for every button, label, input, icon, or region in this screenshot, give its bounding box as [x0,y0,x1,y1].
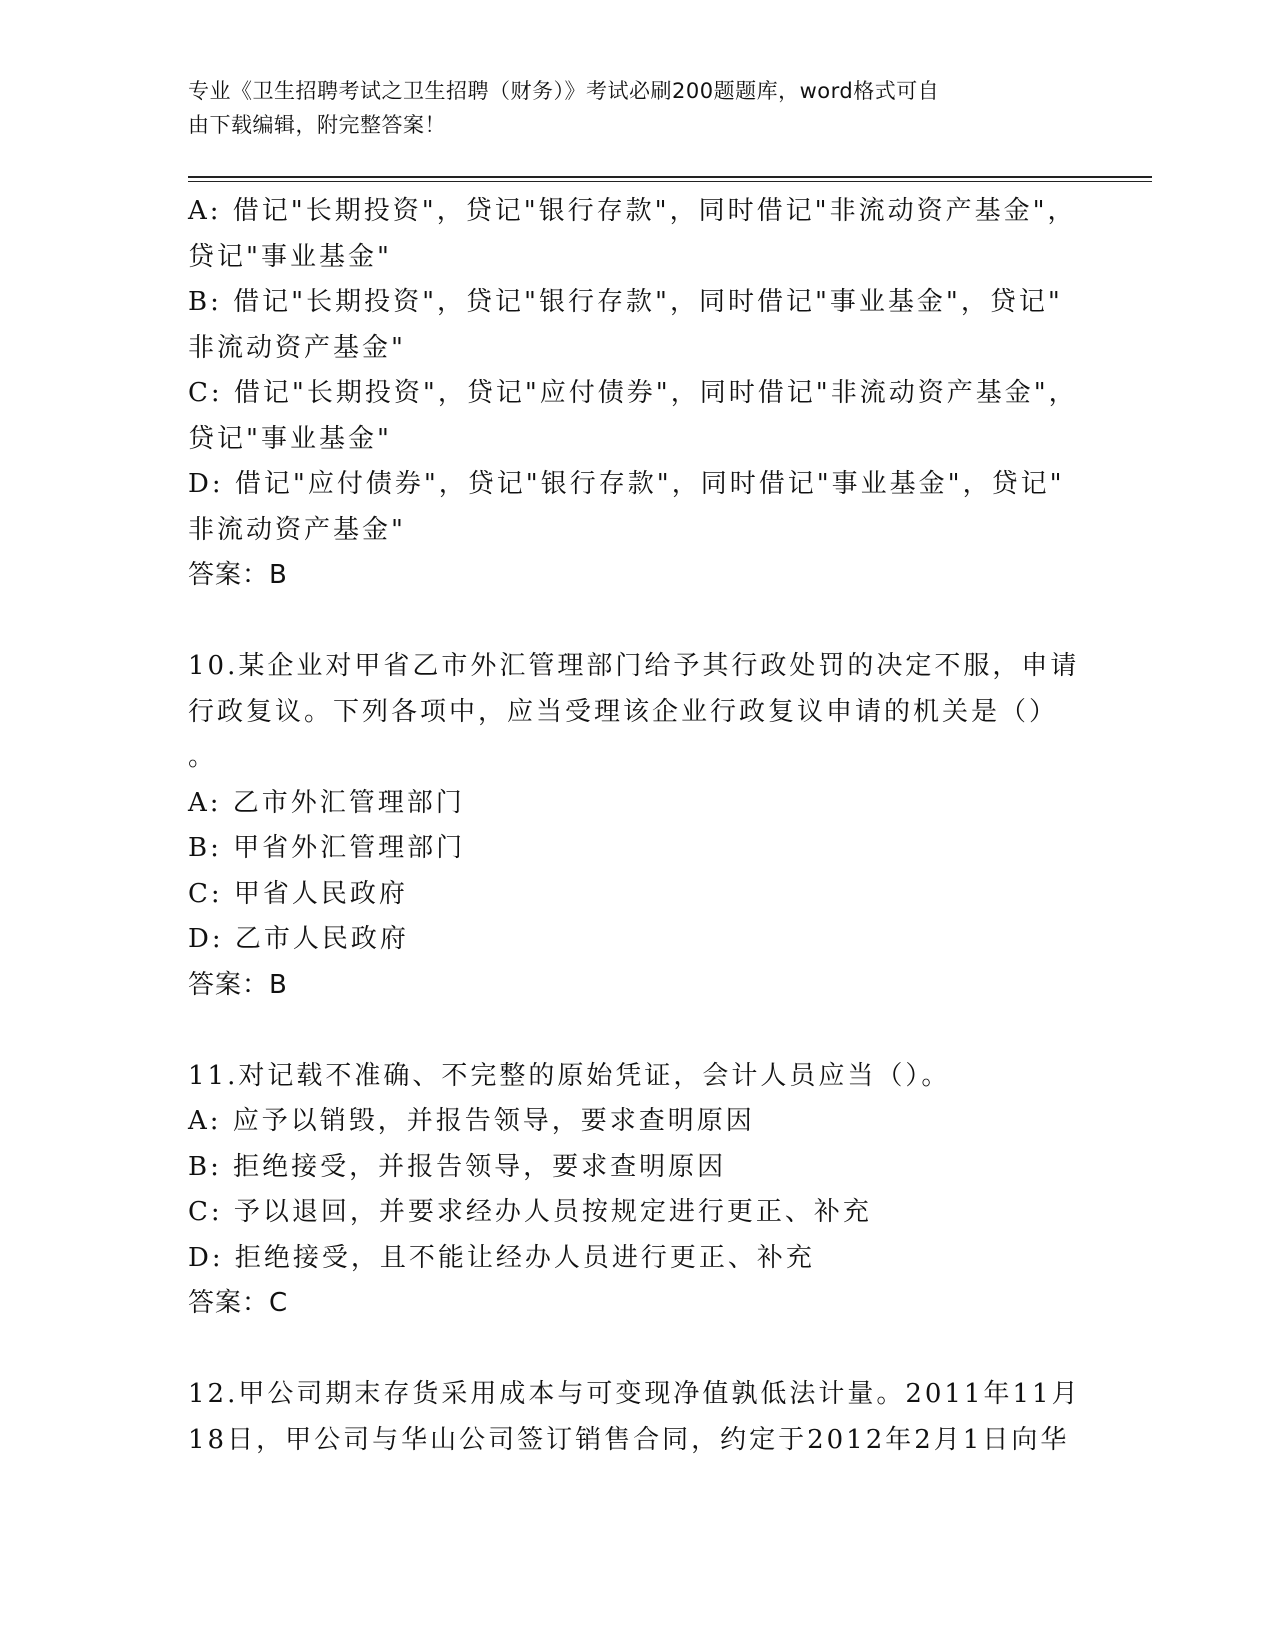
option-a-line-1: A: 借记"长期投资"，贷记"银行存款"，同时借记"非流动资产基金"， [188,196,1077,226]
question-10 [188,644,1088,1008]
question-11 [188,1054,1088,1327]
question-stem-line-2: 18日，甲公司与华山公司签订销售合同，约定于2012年2月1日向华 [188,1424,1070,1455]
question-stem-line-1: 10.某企业对甲省乙市外汇管理部门给予其行政处罚的决定不服，申请 [188,651,1080,681]
question-content [188,189,1088,1463]
option-b-line-1: B: 借记"长期投资"，贷记"银行存款"，同时借记"事业基金"，贷记" [188,287,1063,317]
question-stem-line-1: 12.甲公司期末存货采用成本与可变现净值孰低法计量。2011年11月 [188,1379,1081,1409]
question-stem-line-2: 行政复议。下列各项中，应当受理该企业行政复议申请的机关是（） [188,696,1059,727]
question-9 [188,189,1088,599]
question-stem-line-1: 11.对记载不准确、不完整的原始凭证，会计人员应当（）。 [188,1060,951,1091]
option-c-line-2: 贷记"事业基金" [188,423,392,454]
spacer [188,1008,1088,1054]
option-a: A: 应予以销毁，并报告领导，要求查明原因 [188,1106,755,1136]
option-c-line-1: C: 借记"长期投资"，贷记"应付债券"，同时借记"非流动资产基金"， [188,378,1078,408]
option-b: B: 拒绝接受，并报告领导，要求查明原因 [188,1151,727,1182]
option-c: C: 予以退回，并要求经办人员按规定进行更正、补充 [188,1197,872,1227]
option-d: D: 乙市人民政府 [188,924,409,954]
header-divider-thin [188,181,1152,182]
option-a-line-2: 贷记"事业基金" [188,241,392,272]
header-line-1: 专业《卫生招聘考试之卫生招聘（财务）》考试必刷200题题库，word格式可自 [188,79,940,103]
option-a: A: 乙市外汇管理部门 [188,787,465,818]
option-d-line-1: D: 借记"应付债券"，贷记"银行存款"，同时借记"事业基金"，贷记" [188,469,1065,499]
spacer [188,599,1088,645]
header-divider-thick [188,176,1152,178]
option-c: C: 甲省人民政府 [188,878,408,909]
option-d-line-2: 非流动资产基金" [188,514,406,545]
document-header [188,74,1068,142]
option-b-line-2: 非流动资产基金" [188,332,406,363]
spacer [188,1327,1088,1373]
option-d: D: 拒绝接受，且不能让经办人员进行更正、补充 [188,1242,815,1273]
header-line-2: 由下载编辑，附完整答案！ [188,113,446,137]
option-b: B: 甲省外汇管理部门 [188,833,466,863]
question-12 [188,1372,1088,1463]
answer: 答案：B [188,560,288,590]
answer: 答案：C [188,1288,289,1318]
answer: 答案：B [188,969,288,1000]
question-stem-line-3: 。 [188,742,218,772]
